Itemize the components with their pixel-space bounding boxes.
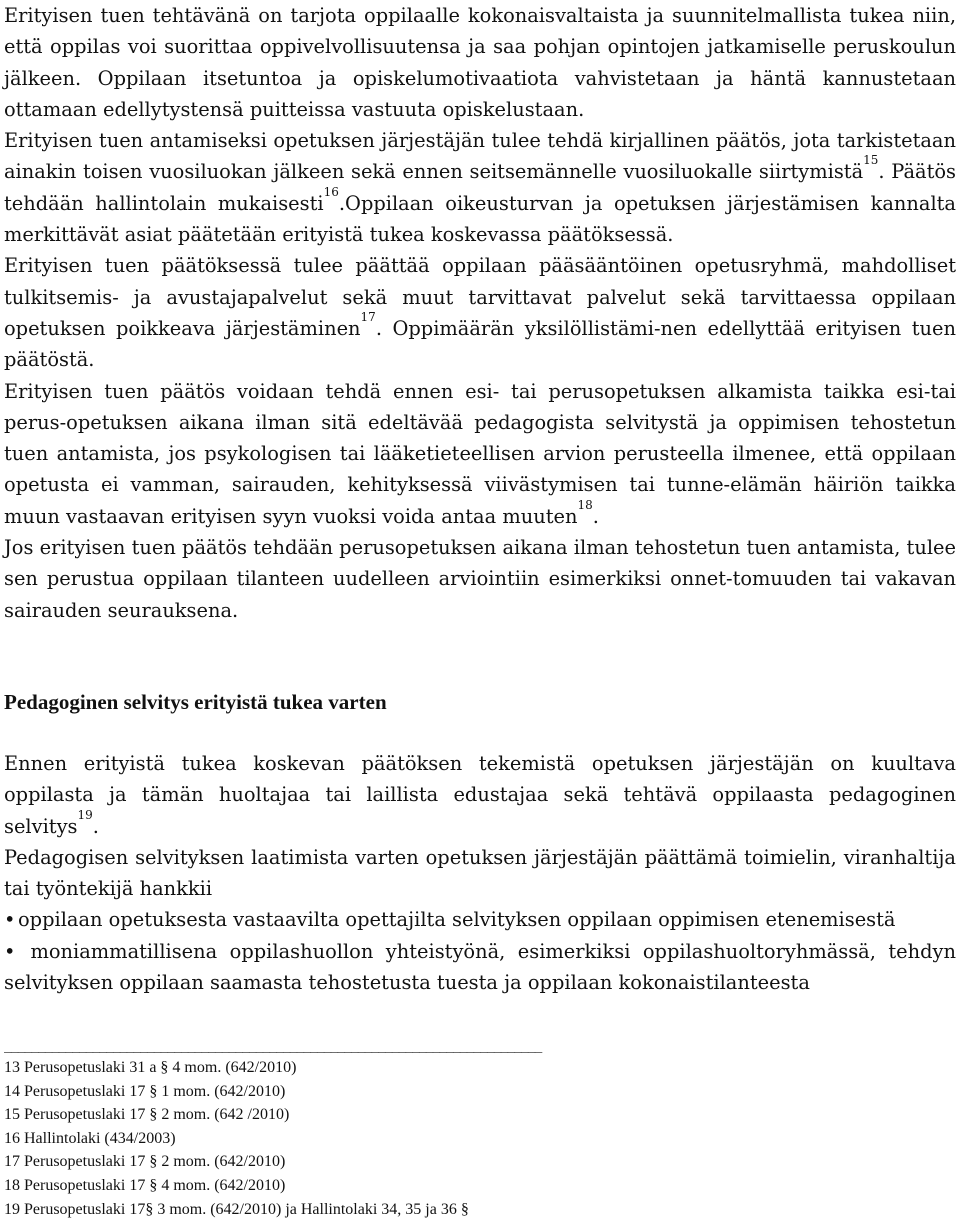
bullet-list [4, 904, 956, 998]
section-body [4, 0, 956, 626]
paragraph-decision [4, 125, 956, 250]
footnote-item: 17 Perusopetuslaki 17 § 2 mom. (642/2010) [4, 1153, 286, 1171]
footnote-ref[interactable]: 19 [77, 807, 93, 822]
paragraph-text: Pedagogisen selvityksen laatimista varten opetuksen järjestäjän päättämä toimielin, viranhaltija tai työntekijä hankkii [4, 845, 956, 901]
list-item-text: moniammatillisena oppilashuollon yhteistyönä, esimerkiksi oppilashuoltoryhmässä, tehdyn selvityksen oppilaan saamasta tehostetusta tuesta ja oppilaan kokonaistilanteesta [4, 939, 956, 995]
paragraph-text: . Oppimäärän yksilöllistämi-nen edellyttää erityisen tuen päätöstä. [4, 316, 956, 372]
paragraph-text: . [92, 814, 99, 838]
paragraph-reassessment [4, 532, 956, 626]
paragraph-early-decision [4, 376, 956, 532]
footnote-item: 16 Hallintolaki (434/2003) [4, 1129, 176, 1147]
paragraph-purpose [4, 0, 956, 125]
section-heading: Pedagoginen selvitys erityistä tukea varten [4, 689, 387, 714]
paragraph-text: Erityisen tuen antamiseksi opetuksen järjestäjän tulee tehdä kirjallinen päätös, jota tarkistetaan ainakin toisen vuosiluokan jälkeen sekä ennen seitsemännelle vuosiluokalle siirtymistä [4, 129, 956, 184]
paragraph-decision-content [4, 250, 956, 375]
footnote-ref[interactable]: 17 [360, 309, 376, 324]
footnote-ref[interactable]: 15 [863, 153, 879, 168]
list-item-text: oppilaan opetuksesta vastaavilta opettajilta selvityksen oppilaan oppimisen etenemisestä [18, 908, 896, 932]
bullet-icon: • [4, 939, 16, 963]
bullet-icon: • [4, 908, 16, 932]
paragraph-text: Erityisen tuen päätöksessä tulee päättää oppilaan pääsääntöinen opetusryhmä, mahdolliset tulkitsemis- ja avustajapalvelut sekä muut tarvittavat palvelut sekä tarvittaessa oppilaan opetuksen poikkeava järjestäminen [4, 254, 956, 340]
paragraph-text: Erityisen tuen tehtävänä on tarjota oppilaalle kokonaisvaltaista ja suunnitelmallista tukea niin, että oppilas voi suorittaa oppivelvollisuutensa ja saa pohjan opintojen jatkamiselle peruskoulun jälkeen. Oppilaan itsetuntoa ja opiskelumotivaatiota vahvistetaan ja häntä kannustetaan ottamaan edellytystensä puitteissa vastuuta opiskelustaan. [4, 4, 956, 121]
paragraph-text: Jos erityisen tuen päätös tehdään perusopetuksen aikana ilman tehostetun tuen antamista, tulee sen perustua oppilaan tilanteen uudelleen arviointiin esimerkiksi onnet-tomuuden tai vakavan sairauden seurauksena. [4, 536, 956, 622]
paragraph-text: Ennen erityistä tukea koskevan päätöksen tekemistä opetuksen järjestäjän on kuultava oppilasta ja tämän huoltajaa tai laillista edustajaa sekä tehtävä oppilaasta pedagoginen selvitys [4, 751, 956, 838]
footnote-item: 18 Perusopetuslaki 17 § 4 mom. (642/2010) [4, 1176, 286, 1194]
paragraph-text: Erityisen tuen päätös voidaan tehdä ennen esi- tai perusopetuksen alkamista taikka esi-tai perus-opetuksen aikana ilman sitä edeltävää pedagogista selvitystä ja oppimisen tehostetun tuen antamista, jos psykologisen tai lääketieteellisen arvion perusteella ilmenee, että oppilaan opetusta ei vamman, sairauden, kehityksessä viivästymisen tai tunne-elämän häiriön taikka muun vastaavan erityisen syyn vuoksi voida antaa muuten [4, 379, 956, 528]
paragraph-hearing [4, 748, 956, 842]
footnote-item: 15 Perusopetuslaki 17 § 2 mom. (642 /2010) [4, 1106, 290, 1124]
paragraph-text: .Oppilaan oikeusturvan ja opetuksen järjestämisen kannalta merkittävät asiat päätetään erityistä tukea koskevassa päätöksessä. [4, 191, 956, 247]
paragraph-text: . [592, 504, 599, 528]
footnotes [4, 1040, 954, 1221]
list-item [4, 904, 956, 935]
footnote-ref[interactable]: 18 [577, 497, 593, 512]
footnote-item: 19 Perusopetuslaki 17§ 3 mom. (642/2010) ja Hallintolaki 34, 35 ja 36 § [4, 1200, 469, 1218]
footnote-item: 14 Perusopetuslaki 17 § 1 mom. (642/2010) [4, 1082, 286, 1100]
paragraph-preparation [4, 842, 956, 905]
footnote-item: 13 Perusopetuslaki 31 a § 4 mom. (642/2010) [4, 1059, 297, 1076]
footnote-ref[interactable]: 16 [323, 184, 339, 199]
list-item [4, 936, 956, 999]
paragraph-text: . Päätös tehdään hallintolain mukaisesti [4, 160, 956, 215]
footnote-separator: _______________________________________________________________________________ [4, 1040, 542, 1055]
section-pedagogical [4, 748, 956, 998]
